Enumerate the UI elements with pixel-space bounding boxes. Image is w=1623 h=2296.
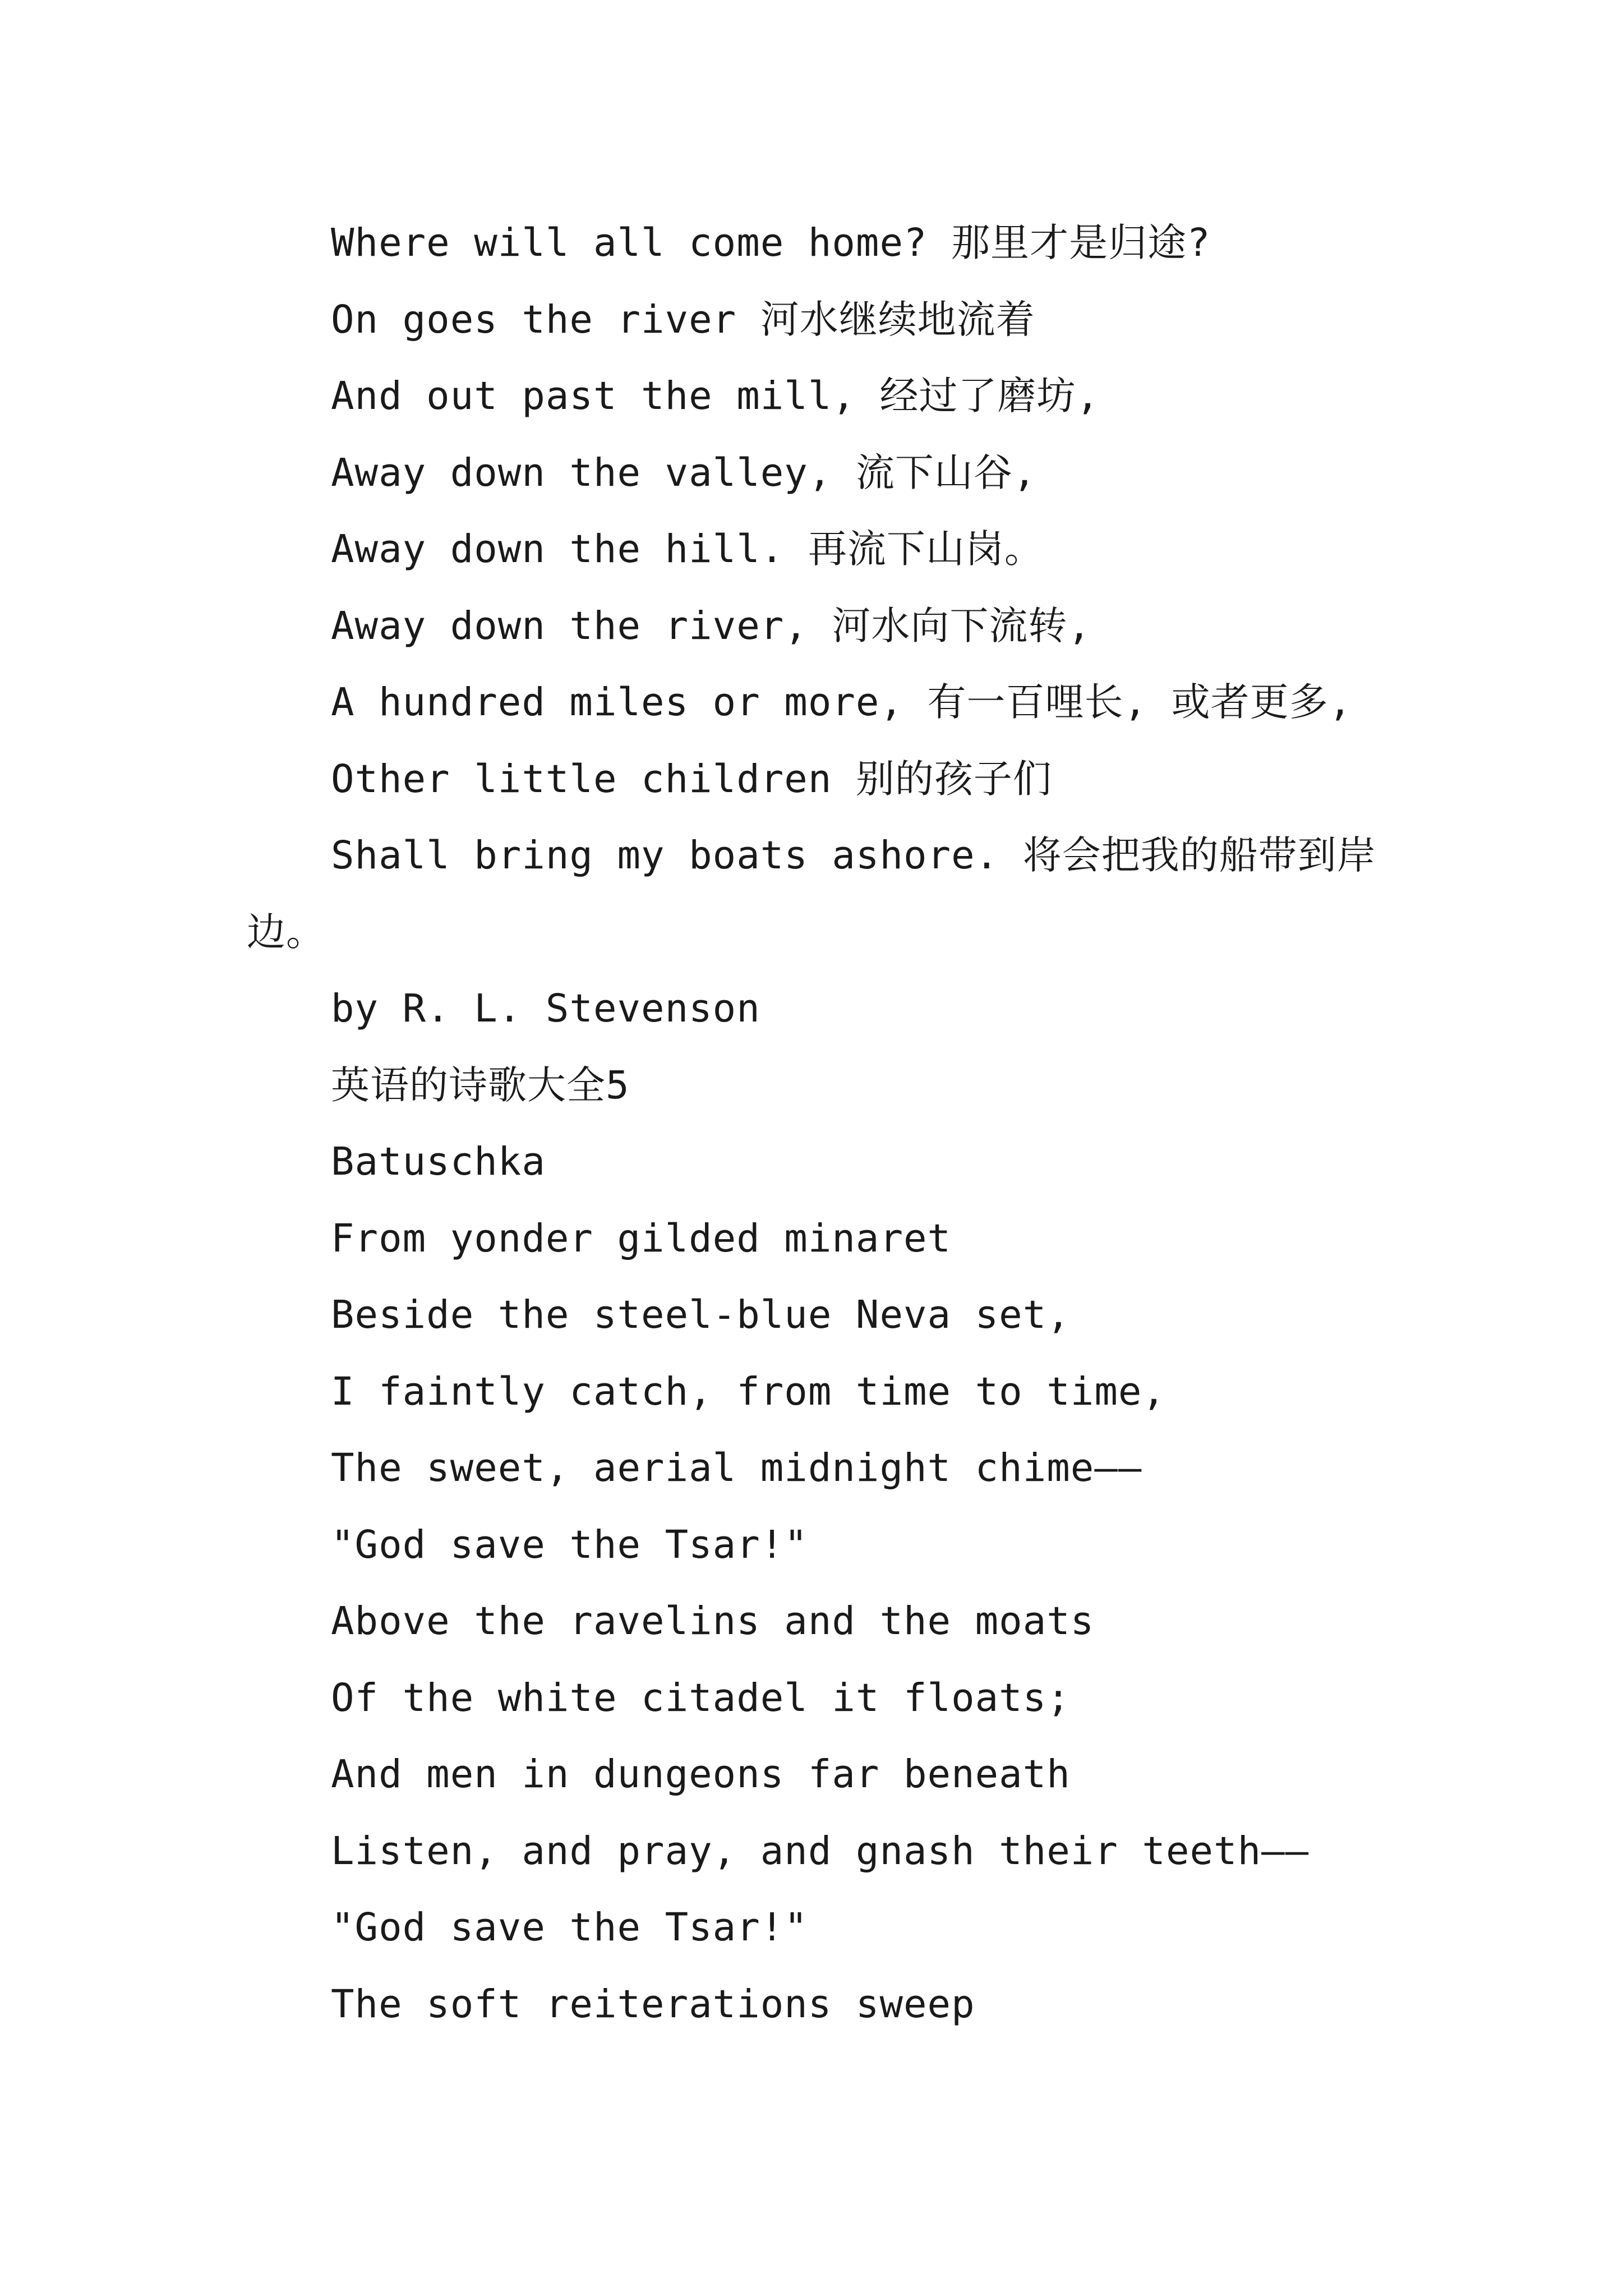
poem-line: Beside the steel-blue Neva set,: [331, 1292, 1071, 1337]
poem-line: Shall bring my boats ashore. 将会把我的船带到岸: [331, 833, 1376, 878]
poem-line: Away down the hill. 再流下山岗。: [331, 527, 1044, 572]
poem-line: Of the white citadel it floats;: [331, 1675, 1071, 1720]
poem-line: Other little children 别的孩子们: [331, 756, 1052, 802]
poem-line: The soft reiterations sweep: [331, 1981, 975, 2027]
poem-line-continuation: 边。: [247, 909, 325, 955]
poem-line: I faintly catch, from time to time,: [331, 1369, 1166, 1414]
poem-line: Above the ravelins and the moats: [331, 1599, 1095, 1644]
poem-line: The sweet, aerial midnight chime——: [331, 1446, 1142, 1490]
poem-line: A hundred miles or more, 有一百哩长, 或者更多,: [331, 680, 1353, 725]
poem-refrain: "God save the Tsar!": [331, 1905, 808, 1950]
poem-line: Away down the river, 河水向下流转,: [331, 603, 1091, 648]
poem-text: [247, 205, 1424, 2042]
poem-author: by R. L. Stevenson: [331, 986, 760, 1031]
poem-line: Listen, and pray, and gnash their teeth——: [331, 1828, 1310, 1874]
poem-line: And men in dungeons far beneath: [331, 1752, 1071, 1797]
poem-title: Batuschka: [331, 1139, 546, 1184]
poem-line: From yonder gilded minaret: [331, 1216, 952, 1261]
poem-line: On goes the river 河水继续地流着: [331, 297, 1035, 342]
poem-refrain: "God save the Tsar!": [331, 1522, 808, 1567]
poem-line: And out past the mill, 经过了磨坊,: [331, 374, 1100, 418]
poem-line: Away down the valley, 流下山谷,: [331, 450, 1037, 495]
poem-line: Where will all come home? 那里才是归途?: [331, 220, 1211, 265]
section-heading: 英语的诗歌大全5: [331, 1062, 630, 1108]
